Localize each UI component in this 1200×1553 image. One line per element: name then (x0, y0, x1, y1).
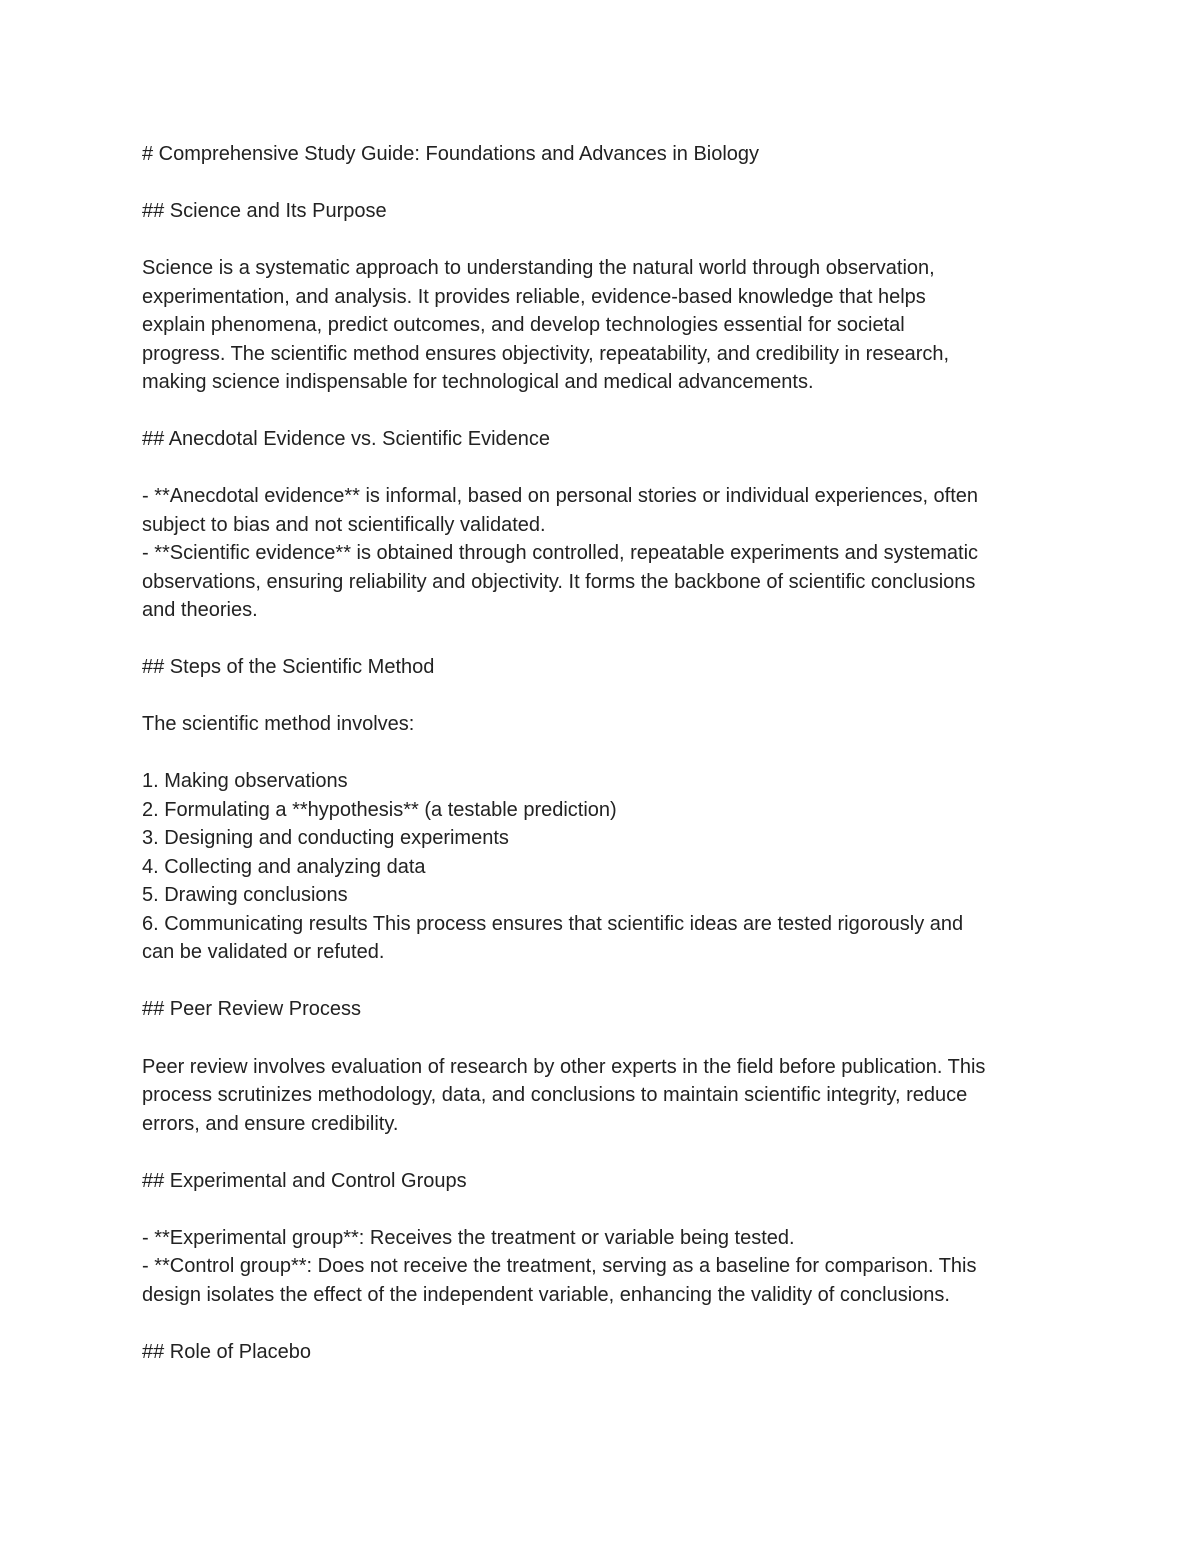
section-heading-evidence: ## Anecdotal Evidence vs. Scientific Evidence (142, 428, 551, 450)
list-item: - **Anecdotal evidence** is informal, based on personal stories or individual experiences, often (142, 485, 979, 507)
section-heading-groups: ## Experimental and Control Groups (142, 1170, 467, 1192)
paragraph-line: making science indispensable for technological and medical advancements. (142, 371, 814, 393)
method-step: 5. Drawing conclusions (142, 884, 348, 906)
method-step: 4. Collecting and analyzing data (142, 856, 426, 878)
list-item: - **Experimental group**: Receives the treatment or variable being tested. (142, 1227, 795, 1249)
method-step: 6. Communicating results This process ensures that scientific ideas are tested rigorously and (142, 913, 964, 935)
list-item-continuation: and theories. (142, 599, 258, 621)
list-item: - **Scientific evidence** is obtained through controlled, repeatable experiments and systematic (142, 542, 979, 564)
paragraph-line: Peer review involves evaluation of research by other experts in the field before publication. This (142, 1056, 986, 1078)
section-heading-peer-review: ## Peer Review Process (142, 998, 361, 1020)
method-intro: The scientific method involves: (142, 713, 415, 735)
method-step: 3. Designing and conducting experiments (142, 827, 509, 849)
list-item-continuation: observations, ensuring reliability and objectivity. It forms the backbone of scientific conclusions (142, 571, 976, 593)
section-heading-placebo: ## Role of Placebo (142, 1341, 312, 1363)
paragraph-line: explain phenomena, predict outcomes, and develop technologies essential for societal (142, 314, 905, 336)
method-step: 1. Making observations (142, 770, 348, 792)
section-heading-scientific-method: ## Steps of the Scientific Method (142, 656, 435, 678)
section-heading-science-purpose: ## Science and Its Purpose (142, 200, 387, 222)
paragraph-line: errors, and ensure credibility. (142, 1113, 399, 1135)
paragraph-line: process scrutinizes methodology, data, and conclusions to maintain scientific integrity, reduce (142, 1084, 968, 1106)
paragraph-line: Science is a systematic approach to understanding the natural world through observation, (142, 257, 935, 279)
list-item: - **Control group**: Does not receive the treatment, serving as a baseline for comparison. This (142, 1255, 977, 1277)
list-item-continuation: subject to bias and not scientifically validated. (142, 514, 546, 536)
method-step: 2. Formulating a **hypothesis** (a testable prediction) (142, 799, 617, 821)
method-step-continuation: can be validated or refuted. (142, 941, 385, 963)
paragraph-line: progress. The scientific method ensures objectivity, repeatability, and credibility in research, (142, 343, 950, 365)
list-item-continuation: design isolates the effect of the independent variable, enhancing the validity of conclusions. (142, 1284, 950, 1306)
document-title: # Comprehensive Study Guide: Foundations and Advances in Biology (142, 143, 760, 165)
paragraph-line: experimentation, and analysis. It provides reliable, evidence-based knowledge that helps (142, 286, 926, 308)
